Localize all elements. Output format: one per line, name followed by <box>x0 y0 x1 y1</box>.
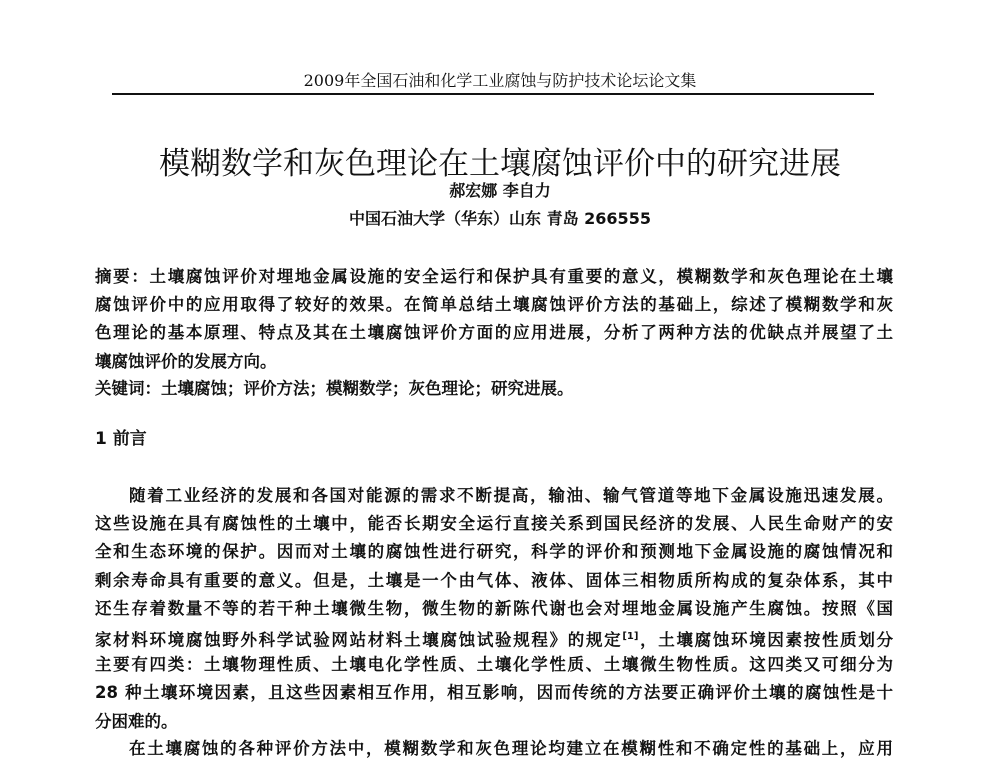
header-rule <box>112 93 874 95</box>
paper-title: 模糊数学和灰色理论在土壤腐蚀评价中的研究进展 <box>159 146 841 182</box>
abstract-line: 腐蚀评价中的应用取得了较好的效果。在简单总结土壤腐蚀评价方法的基础上，综述了模糊数学和灰 <box>95 295 893 315</box>
citation-link[interactable]: [1] <box>622 630 639 642</box>
abstract-line: 摘要：土壤腐蚀评价对埋地金属设施的安全运行和保护具有重要的意义，模糊数学和灰色理论在土壤 <box>95 267 893 286</box>
paragraph-line: 在土壤腐蚀的各种评价方法中，模糊数学和灰色理论均建立在模糊性和不确定性的基础上，应用 <box>129 739 893 758</box>
paragraph-1 <box>95 482 893 736</box>
keywords-line: 关键词：土壤腐蚀；评价方法；模糊数学；灰色理论；研究进展。 <box>95 379 574 398</box>
paragraph-line: 剩余寿命具有重要的意义。但是，土壤是一个由气体、液体、固体三相物质所构成的复杂体系，其中 <box>95 570 893 590</box>
paragraph-line: 分困难的。 <box>95 711 178 731</box>
abstract-line: 色理论的基本原理、特点及其在土壤腐蚀评价方面的应用进展，分析了两种方法的优缺点并展望了土 <box>95 323 893 343</box>
section-heading: 1 前言 <box>95 429 147 449</box>
paragraph-line: 28 种土壤环境因素，且这些因素相互作用，相互影响，因而传统的方法要正确评价土壤的腐蚀性是十 <box>95 683 893 703</box>
paragraph-line: 还生存着数量不等的若干种土壤微生物，微生物的新陈代谢也会对埋地金属设施产生腐蚀。按照《国 <box>95 598 893 618</box>
abstract-line: 壤腐蚀评价的发展方向。 <box>95 351 277 371</box>
paragraph-line: 随着工业经济的发展和各国对能源的需求不断提高，输油、输气管道等地下金属设施迅速发展。 <box>129 486 893 505</box>
paragraph-text: 家材料环境腐蚀野外科学试验网站材料土壤腐蚀试验规程》的规定 <box>95 630 623 650</box>
abstract <box>95 263 893 376</box>
affiliation: 中国石油大学（华东）山东 青岛 266555 <box>349 209 651 228</box>
authors: 郝宏娜 李自力 <box>449 181 551 200</box>
paragraph-line: 全和生态环境的保护。因而对土壤的腐蚀性进行研究，科学的评价和预测地下金属设施的腐蚀情况和 <box>95 542 893 562</box>
paragraph-line: 这些设施在具有腐蚀性的土壤中，能否长期安全运行直接关系到国民经济的发展、人民生命财产的安 <box>95 514 893 534</box>
paragraph-line: 主要有四类：土壤物理性质、土壤电化学性质、土壤化学性质、土壤微生物性质。这四类又可细分为 <box>95 655 893 675</box>
keywords <box>95 375 893 403</box>
running-header: 2009年全国石油和化学工业腐蚀与防护技术论坛论文集 <box>303 71 697 90</box>
paragraph-text: ，土壤腐蚀环境因素按性质划分 <box>638 630 894 650</box>
paragraph-2 <box>95 735 893 763</box>
paragraph-line-with-citation <box>95 623 893 651</box>
